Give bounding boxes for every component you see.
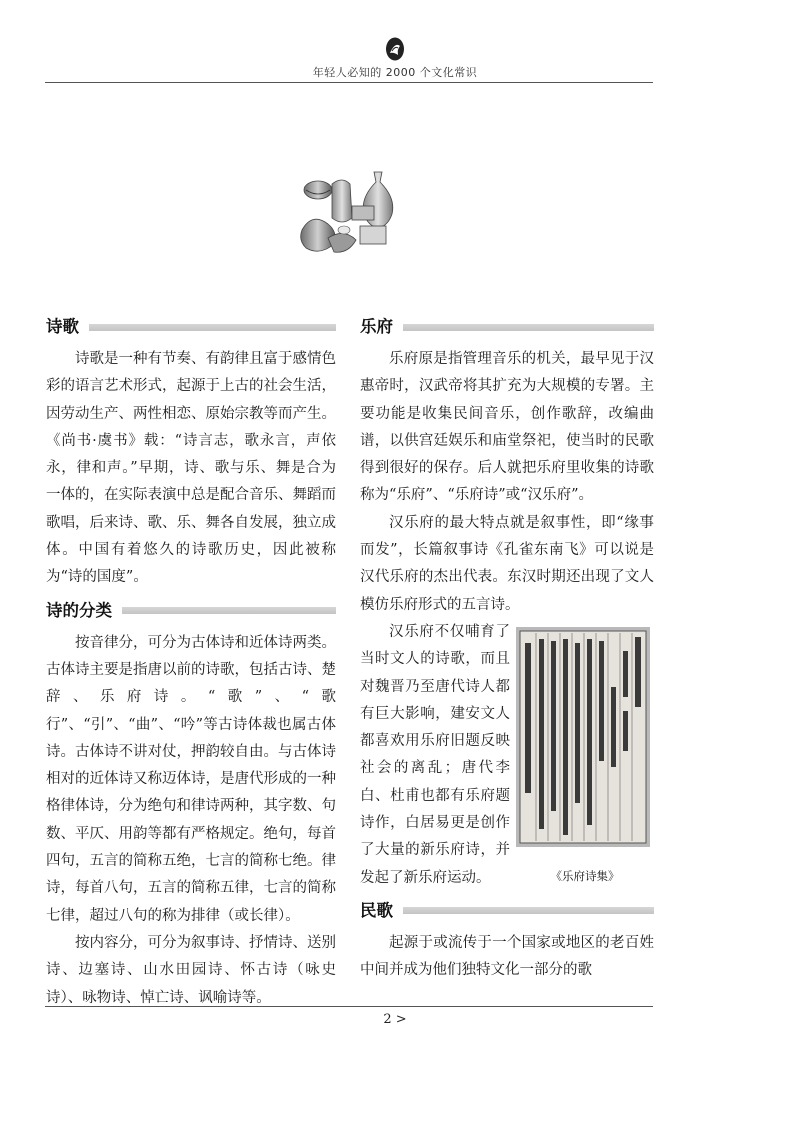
section-title: 诗歌	[46, 317, 79, 337]
section-heading-minge	[360, 896, 654, 926]
book-emblem-icon	[384, 36, 406, 62]
right-column	[360, 312, 654, 985]
paragraph: 乐府原是指管理音乐的机关，最早见于汉惠帝时，汉武帝将其扩充为大规模的专署。主要功能是收集民间音乐，创作歌辞，改编曲谱，以供宫廷娱乐和庙堂祭祀，使当时的民歌得到很好的保存。后人就把乐府里收集的诗歌称为“乐府”、“乐府诗”或“汉乐府”。	[360, 351, 654, 504]
text-with-figure	[360, 619, 654, 892]
page-number: 2 >	[383, 1012, 407, 1027]
running-title: 年轻人必知的 2000 个文化常识	[312, 66, 478, 79]
paragraph: 汉乐府的最大特点就是叙事性，即“缘事而发”，长篇叙事诗《孔雀东南飞》可以说是汉代乐府的杰出代表。东汉时期还出现了文人模仿乐府形式的五言诗。	[360, 514, 654, 613]
figure-caption: 《乐府诗集》	[550, 869, 620, 884]
header-rule	[45, 82, 653, 83]
heading-bar	[122, 607, 336, 614]
section-heading-shige	[46, 312, 336, 342]
yuefu-book-page-image	[516, 627, 650, 847]
heading-bar	[89, 324, 336, 331]
paragraph: 按音律分，可分为古体诗和近体诗两类。古体诗主要是指唐以前的诗歌，包括古诗、楚辞、乐府诗。“歌”、“歌行”、“引”、“曲”、“吟”等古诗体裁也属古体诗。古体诗不讲对仗，押韵较自由。与古体诗相对的近体诗又称迈体诗，是唐代形成的一种格律体诗，分为绝句和律诗两种，其字数、句数、平仄、用韵等都有严格规定。绝句，每首四句，五言的简称五绝，七言的简称七绝。律诗，每首八句，五言的简称五律，七言的简称七律，超过八句的称为排律（或长律）。	[46, 634, 336, 924]
heading-bar	[403, 907, 654, 914]
section-title: 诗的分类	[46, 601, 112, 621]
paragraph: 起源于或流传于一个国家或地区的老百姓中间并成为他们独特文化一部分的歌	[360, 934, 654, 979]
left-column	[46, 312, 336, 1012]
heading-bar	[403, 324, 654, 331]
figure	[516, 627, 654, 892]
section-heading-fenlei	[46, 596, 336, 626]
antique-vases-illustration	[298, 168, 402, 262]
section-title: 民歌	[360, 901, 393, 921]
paragraph: 诗歌是一种有节奏、有韵律且富于感情色彩的语言艺术形式，起源于上古的社会生活，因劳动生产、两性相恋、原始宗教等而产生。《尚书·虞书》载：“诗言志，歌永言，声依永，律和声。”早期，诗、歌与乐、舞是合为一体的，在实际表演中总是配合音乐、舞蹈而歌唱，后来诗、歌、乐、舞各自发展，独立成体。中国有着悠久的诗歌历史，因此被称为“诗的国度”。	[46, 351, 336, 586]
footer-rule	[45, 1006, 653, 1007]
paragraph: 按内容分，可分为叙事诗、抒情诗、送别诗、边塞诗、山水田园诗、怀古诗（咏史诗）、咏物诗、悼亡诗、讽喻诗等。	[46, 934, 336, 1006]
section-heading-yuefu	[360, 312, 654, 342]
section-title: 乐府	[360, 317, 393, 337]
paragraph: 汉乐府不仅哺育了当时文人的诗歌，而且对魏晋乃至唐代诗人都有巨大影响，建安文人都喜欢用乐府旧题反映社会的离乱；唐代李白、杜甫也都有乐府题诗作，白居易更是创作了大量的新乐府诗，并发起了新乐府运动。	[360, 623, 510, 886]
